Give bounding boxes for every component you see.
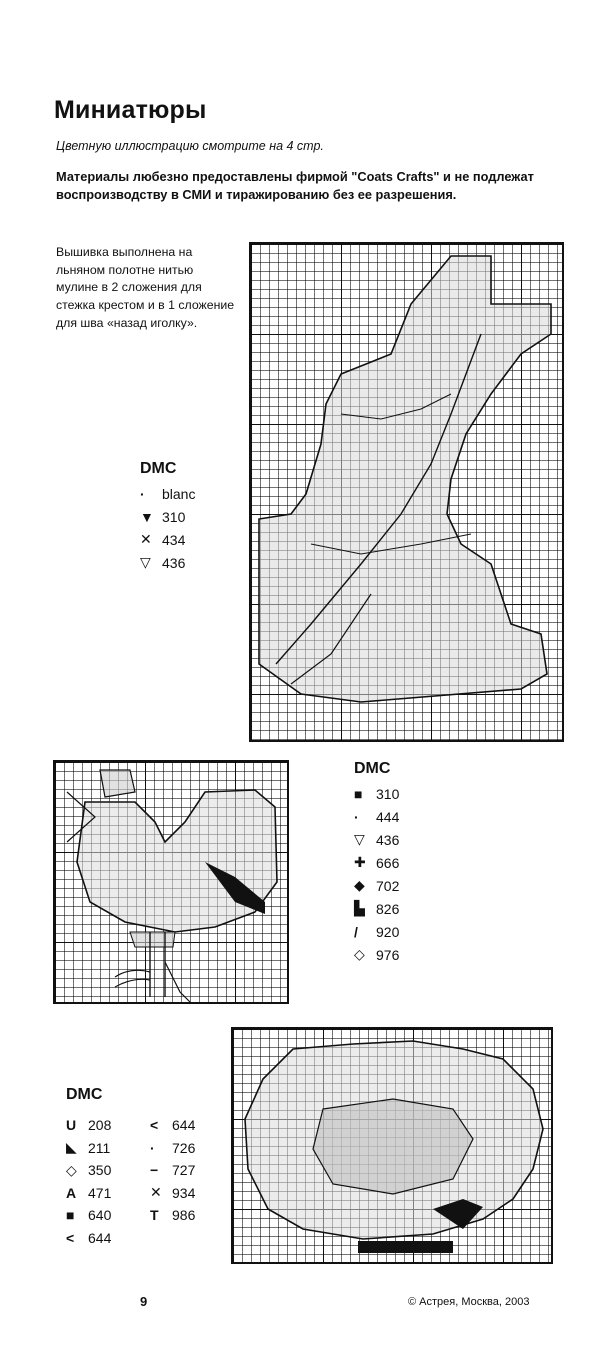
legend-1-code: 436 — [162, 554, 186, 571]
less-than-symbol-icon: < — [66, 1229, 75, 1246]
legend-2-code: 826 — [376, 900, 400, 917]
legend-3-code: 727 — [172, 1162, 196, 1179]
legend-2-item — [354, 874, 474, 897]
legend-3-left-column — [66, 1114, 111, 1249]
cross-symbol-icon: ✕ — [150, 1184, 162, 1201]
legend-3-code: 934 — [172, 1184, 196, 1201]
less-than-symbol-icon: < — [150, 1117, 159, 1134]
legend-3-code: 644 — [172, 1117, 196, 1134]
legend-1-title: DMC — [140, 460, 177, 477]
legend-3-item — [150, 1137, 195, 1160]
publisher-copyright: © Астрея, Москва, 2003 — [408, 1296, 530, 1308]
cross-symbol-icon: ✕ — [140, 531, 152, 547]
copyright-notice: Материалы любезно предоставлены фирмой "Coats Crafts" и не подлежат воспроизводству в СМИ и тиражированию без ее разрешения. — [56, 169, 534, 202]
filled-square-symbol-icon: ■ — [66, 1207, 75, 1224]
filled-diamond-symbol-icon: ◆ — [354, 877, 365, 893]
legend-1-item — [140, 551, 250, 574]
legend-3-code: 208 — [88, 1117, 112, 1134]
legend-1-code: 434 — [162, 531, 186, 548]
legend-3-item — [66, 1204, 111, 1227]
legend-2-code: 702 — [376, 877, 400, 894]
legend-3-code: 644 — [88, 1229, 112, 1246]
legend-3-item — [66, 1137, 111, 1160]
cross-stitch-chart-1 — [249, 242, 564, 742]
legend-2 — [354, 760, 474, 966]
dash-symbol-icon: − — [150, 1162, 159, 1179]
legend-2-item — [354, 851, 474, 874]
legend-2-code: 666 — [376, 854, 400, 871]
filled-triangle-symbol-icon: ▼ — [140, 508, 154, 525]
legend-2-item — [354, 920, 474, 943]
page-subtitle: Цветную иллюстрацию смотрите на 4 стр. — [56, 139, 324, 153]
legend-3 — [66, 1086, 226, 1256]
dot-symbol-icon: · — [354, 808, 359, 825]
embroidery-description: Вышивка выполнена на льняном полотне нитью мулине в 2 сложения для стежка крестом и в 1 сложение для шва «назад иголку». — [56, 245, 235, 330]
letter-t-symbol-icon: T — [150, 1207, 159, 1224]
plus-symbol-icon: ✚ — [354, 854, 366, 870]
legend-2-title: DMC — [354, 760, 391, 777]
legend-3-item — [66, 1227, 111, 1250]
legend-3-code: 640 — [88, 1207, 112, 1224]
cross-stitch-chart-3 — [231, 1027, 553, 1264]
legend-2-code: 436 — [376, 831, 400, 848]
open-triangle-symbol-icon: ▽ — [140, 554, 151, 570]
legend-3-item — [66, 1182, 111, 1205]
open-triangle-symbol-icon: ▽ — [354, 831, 365, 847]
dot-symbol-icon: · — [140, 485, 145, 502]
open-diamond-symbol-icon: ◇ — [354, 946, 365, 962]
legend-3-item — [66, 1159, 111, 1182]
legend-1-code: blanc — [162, 485, 196, 502]
legend-3-item — [150, 1182, 195, 1205]
legend-3-item — [150, 1114, 195, 1137]
legend-1-item — [140, 505, 250, 528]
legend-2-code: 920 — [376, 923, 400, 940]
legend-3-item — [150, 1159, 195, 1182]
u-symbol-icon: U — [66, 1117, 77, 1134]
legend-3-code: 471 — [88, 1184, 112, 1201]
filled-square-symbol-icon: ■ — [354, 785, 363, 802]
legend-2-item — [354, 943, 474, 966]
legend-3-code: 726 — [172, 1139, 196, 1156]
page-number: 9 — [140, 1294, 148, 1309]
chart-3-motif — [233, 1029, 555, 1266]
open-diamond-symbol-icon: ◇ — [66, 1161, 77, 1178]
legend-2-item — [354, 828, 474, 851]
legend-2-code: 444 — [376, 808, 400, 825]
slash-symbol-icon: / — [354, 923, 358, 940]
page-title: Миниатюры — [54, 96, 207, 124]
chart-2-motif — [55, 762, 291, 1006]
legend-1 — [140, 460, 250, 574]
legend-3-item — [150, 1204, 195, 1227]
legend-3-item — [66, 1114, 111, 1137]
legend-1-item — [140, 482, 250, 505]
legend-3-title: DMC — [66, 1086, 103, 1103]
legend-2-item — [354, 897, 474, 920]
legend-1-item — [140, 528, 250, 551]
corner-triangle-symbol-icon: ◣ — [66, 1139, 77, 1156]
legend-2-code: 976 — [376, 946, 400, 963]
legend-2-item — [354, 805, 474, 828]
corner-block-symbol-icon: ▙ — [354, 900, 365, 916]
legend-3-code: 211 — [88, 1139, 111, 1156]
letter-a-symbol-icon: A — [66, 1184, 77, 1201]
legend-2-code: 310 — [376, 785, 400, 802]
dot-symbol-icon: · — [150, 1139, 155, 1156]
legend-2-item — [354, 782, 474, 805]
cross-stitch-chart-2 — [53, 760, 289, 1004]
legend-3-code: 986 — [172, 1207, 196, 1224]
legend-1-code: 310 — [162, 508, 186, 525]
chart-1-motif — [251, 244, 566, 744]
legend-3-code: 350 — [88, 1162, 112, 1179]
legend-3-right-column — [150, 1114, 195, 1227]
